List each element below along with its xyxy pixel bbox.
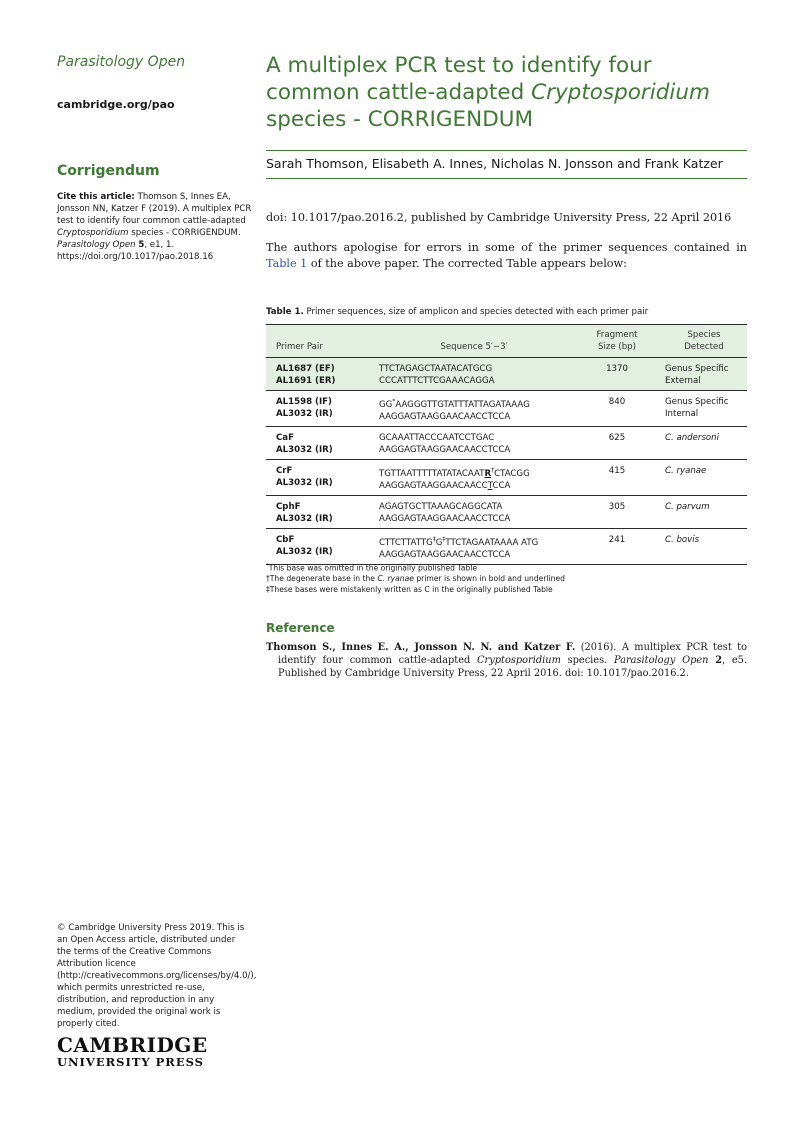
primer-forward: CrF	[276, 465, 293, 476]
primer-pair-cell	[266, 528, 375, 564]
cambridge-university-press-logo	[57, 1035, 208, 1069]
species-cell	[661, 358, 747, 391]
fragment-size-cell: 305	[608, 501, 626, 512]
sequence-reverse: CCCATTTCTTCGAAACAGGA	[379, 376, 495, 386]
table-footnotes	[266, 561, 747, 595]
header-species-line2: Detected	[684, 342, 724, 352]
primer-reverse: AL1691 (ER)	[276, 376, 336, 386]
table-caption	[266, 307, 648, 317]
cite-text-1: Thomson S, Innes EA, Jonsson NN, Katzer F (2019). A multiplex PCR test to identify four common cattle-adapted	[57, 192, 252, 226]
table-row	[266, 391, 747, 427]
reference-heading: Reference	[266, 621, 335, 635]
sequence-cell	[375, 358, 573, 391]
seq-part: G	[435, 537, 443, 548]
species-cell	[661, 426, 747, 459]
apology-text-2: of the above paper. The corrected Table appears below:	[310, 257, 627, 270]
degenerate-base: R	[484, 468, 492, 479]
primer-forward: AL1687 (EF)	[276, 364, 335, 374]
table-link[interactable]: Table 1	[266, 257, 308, 270]
primer-pair-cell	[266, 495, 375, 528]
cite-italic: Cryptosporidium	[57, 228, 129, 238]
article-title	[266, 52, 747, 133]
species-line1: Genus Specific	[665, 364, 729, 374]
cite-text-2: species - CORRIGENDUM.	[131, 228, 241, 238]
title-text-1: A multiplex PCR test to identify four common cattle-adapted	[266, 53, 652, 105]
footnote-marker: †	[266, 574, 270, 584]
seq-part: TGTTAATTTTTATATACAAT	[379, 468, 485, 479]
reference-italic: Cryptosporidium	[477, 655, 561, 666]
changed-base-marker: ‡	[432, 535, 436, 543]
omitted-base-marker: *	[392, 398, 396, 405]
primer-pair-cell	[266, 426, 375, 459]
sequence-reverse: AAGGAGTAAGGAACAACCTCCA	[379, 549, 511, 560]
sequence-reverse: AAGGAGTAAGGAACAACCTCCA	[379, 444, 511, 455]
seq-part: CCA	[492, 480, 511, 491]
cite-journal: Parasitology Open	[57, 240, 136, 250]
species-line2: Internal	[665, 409, 699, 419]
sequence-forward: AGAGTGCTTAAAGCAGGCATA	[379, 501, 503, 512]
apology-paragraph	[266, 240, 747, 272]
logo-top-text: CAMBRIDGE	[57, 1033, 208, 1057]
table-row	[266, 426, 747, 459]
journal-name: Parasitology Open	[57, 54, 186, 70]
seq-part: TTCTAGAATAAAA ATG	[445, 537, 539, 548]
primer-reverse: AL3032 (IR)	[276, 444, 333, 455]
sequence-cell	[375, 426, 573, 459]
reference-text-3: , e5. Published by Cambridge University Press, 22 April 2016. doi: 10.1017/pao.2016.2.	[278, 655, 748, 679]
header-fragment-size	[573, 325, 661, 358]
primer-forward: AL1598 (IF)	[276, 397, 332, 407]
footnote-marker: *	[266, 563, 269, 569]
primer-pair-cell	[266, 391, 375, 427]
header-fragment-line1: Fragment	[596, 330, 638, 340]
primer-reverse: AL3032 (IR)	[276, 546, 333, 557]
table-header-row	[266, 325, 747, 358]
primer-forward: CphF	[276, 501, 301, 512]
reference-text-2: species.	[567, 655, 608, 666]
species-cell	[661, 495, 747, 528]
header-species-line1: Species	[687, 330, 721, 340]
authors: Sarah Thomson, Elisabeth A. Innes, Nicholas N. Jonsson and Frank Katzer	[266, 156, 723, 171]
table-row	[266, 358, 747, 391]
species-line2: External	[665, 376, 701, 386]
species-line1: C. ryanae	[665, 465, 707, 476]
sequence-reverse	[379, 480, 569, 492]
title-rule-top	[266, 150, 747, 151]
header-fragment-line2: Size (bp)	[598, 342, 636, 352]
sequence-reverse: AAGGAGTAAGGAACAACCTCCA	[379, 513, 511, 524]
section-label: Corrigendum	[57, 163, 160, 179]
table-row	[266, 528, 747, 564]
degenerate-marker: †	[491, 466, 495, 474]
footnote-text: primer is shown in bold and underlined	[416, 574, 565, 584]
header-primer-pair: Primer Pair	[276, 342, 323, 352]
species-cell	[661, 528, 747, 564]
primer-reverse: AL3032 (IR)	[276, 513, 333, 524]
doi-line: doi: 10.1017/pao.2016.2, published by Cambridge University Press, 22 April 2016	[266, 211, 732, 224]
table-caption-text: Primer sequences, size of amplicon and species detected with each primer pair	[306, 307, 649, 317]
primer-table	[266, 324, 747, 565]
seq-part: CTTCTTATTG	[379, 537, 433, 548]
title-rule-bottom	[266, 178, 747, 179]
footnote-text: These bases were mistakenly written as C in the originally published Table	[269, 584, 553, 594]
primer-reverse: AL3032 (IR)	[276, 477, 333, 488]
species-line1: C. bovis	[665, 534, 700, 545]
footnote-italic: C. ryanae	[377, 574, 414, 584]
sequence-cell	[375, 495, 573, 528]
sequence-forward	[379, 465, 569, 480]
fragment-size-cell: 1370	[606, 364, 628, 374]
species-cell	[661, 391, 747, 427]
journal-site-link[interactable]: cambridge.org/pao	[57, 98, 175, 111]
sequence-forward	[379, 396, 569, 411]
header-sequence: Sequence 5′−3′	[440, 342, 508, 352]
species-line1: Genus Specific	[665, 397, 729, 407]
primer-pair-cell	[266, 459, 375, 495]
cite-text-3: , e1, 1. https://doi.org/10.1017/pao.2018.16	[57, 240, 214, 262]
fragment-size-cell: 625	[608, 432, 626, 443]
logo-bottom-text: UNIVERSITY PRESS	[57, 1055, 204, 1069]
reference-volume: 2	[715, 655, 723, 666]
sequence-forward	[379, 534, 569, 549]
license-text: © Cambridge University Press 2019. This is an Open Access article, distributed under the terms of the Creative Commons Attribution licence (http://creativecommons.org/licenses/by/4.0/), which permits unrestricted re-use, distribution, and reproduction in any medium, provided the original work is properly cited.	[57, 923, 257, 1029]
table-row	[266, 495, 747, 528]
seq-part: CTACGG	[494, 468, 530, 479]
species-cell	[661, 459, 747, 495]
title-italic: Cryptosporidium	[531, 80, 710, 105]
seq-part: GG	[379, 399, 393, 410]
title-text-2: species - CORRIGENDUM	[266, 107, 534, 132]
reference-text-1: (2016). A multiplex PCR test to identify four common cattle-adapted	[278, 642, 747, 666]
footnote-1	[266, 561, 747, 574]
footnote-text: This base was omitted in the originally published Table	[268, 563, 478, 573]
species-line1: C. andersoni	[665, 432, 720, 443]
apology-text-1: The authors apologise for errors in some of the primer sequences contained in	[266, 241, 747, 254]
primer-forward: CaF	[276, 432, 294, 443]
sequence-forward: GCAAATTACCCAATCCTGAC	[379, 432, 495, 443]
seq-part: AAGGAGTAAGGAACAACC	[379, 480, 488, 491]
sequence-cell	[375, 528, 573, 564]
reference-authors: Thomson S., Innes E. A., Jonsson N. N. and Katzer F.	[266, 642, 576, 653]
fragment-size-cell: 241	[608, 534, 626, 545]
fragment-size-cell: 840	[608, 397, 626, 407]
cite-label: Cite this article:	[57, 192, 135, 202]
fragment-size-cell: 415	[608, 465, 626, 476]
sequence-cell	[375, 391, 573, 427]
cite-volume: 5	[138, 240, 145, 250]
underlined-base: T	[487, 480, 493, 491]
sequence-reverse: AAGGAGTAAGGAACAACCTCCA	[379, 411, 511, 422]
footnote-marker: ‡	[266, 584, 270, 594]
sequence-forward: TTCTAGAGCTAATACATGCG	[379, 364, 493, 374]
changed-base-marker: ‡	[442, 535, 446, 543]
table-row	[266, 459, 747, 495]
sequence-cell	[375, 459, 573, 495]
footnote-text: The degenerate base in the	[269, 574, 375, 584]
primer-pair-cell	[266, 358, 375, 391]
reference-entry	[266, 641, 747, 680]
primer-forward: CbF	[276, 534, 295, 545]
footnote-3	[266, 585, 747, 596]
primer-reverse: AL3032 (IR)	[276, 409, 333, 419]
species-line1: C. parvum	[665, 501, 710, 512]
header-species	[661, 325, 747, 358]
table-caption-label: Table 1.	[266, 307, 304, 317]
seq-part: AAGGGTTGTATTTATTAGATAAAG	[395, 399, 530, 410]
footnote-2	[266, 574, 747, 585]
reference-journal: Parasitology Open	[614, 655, 709, 666]
cite-this-article	[57, 191, 252, 263]
